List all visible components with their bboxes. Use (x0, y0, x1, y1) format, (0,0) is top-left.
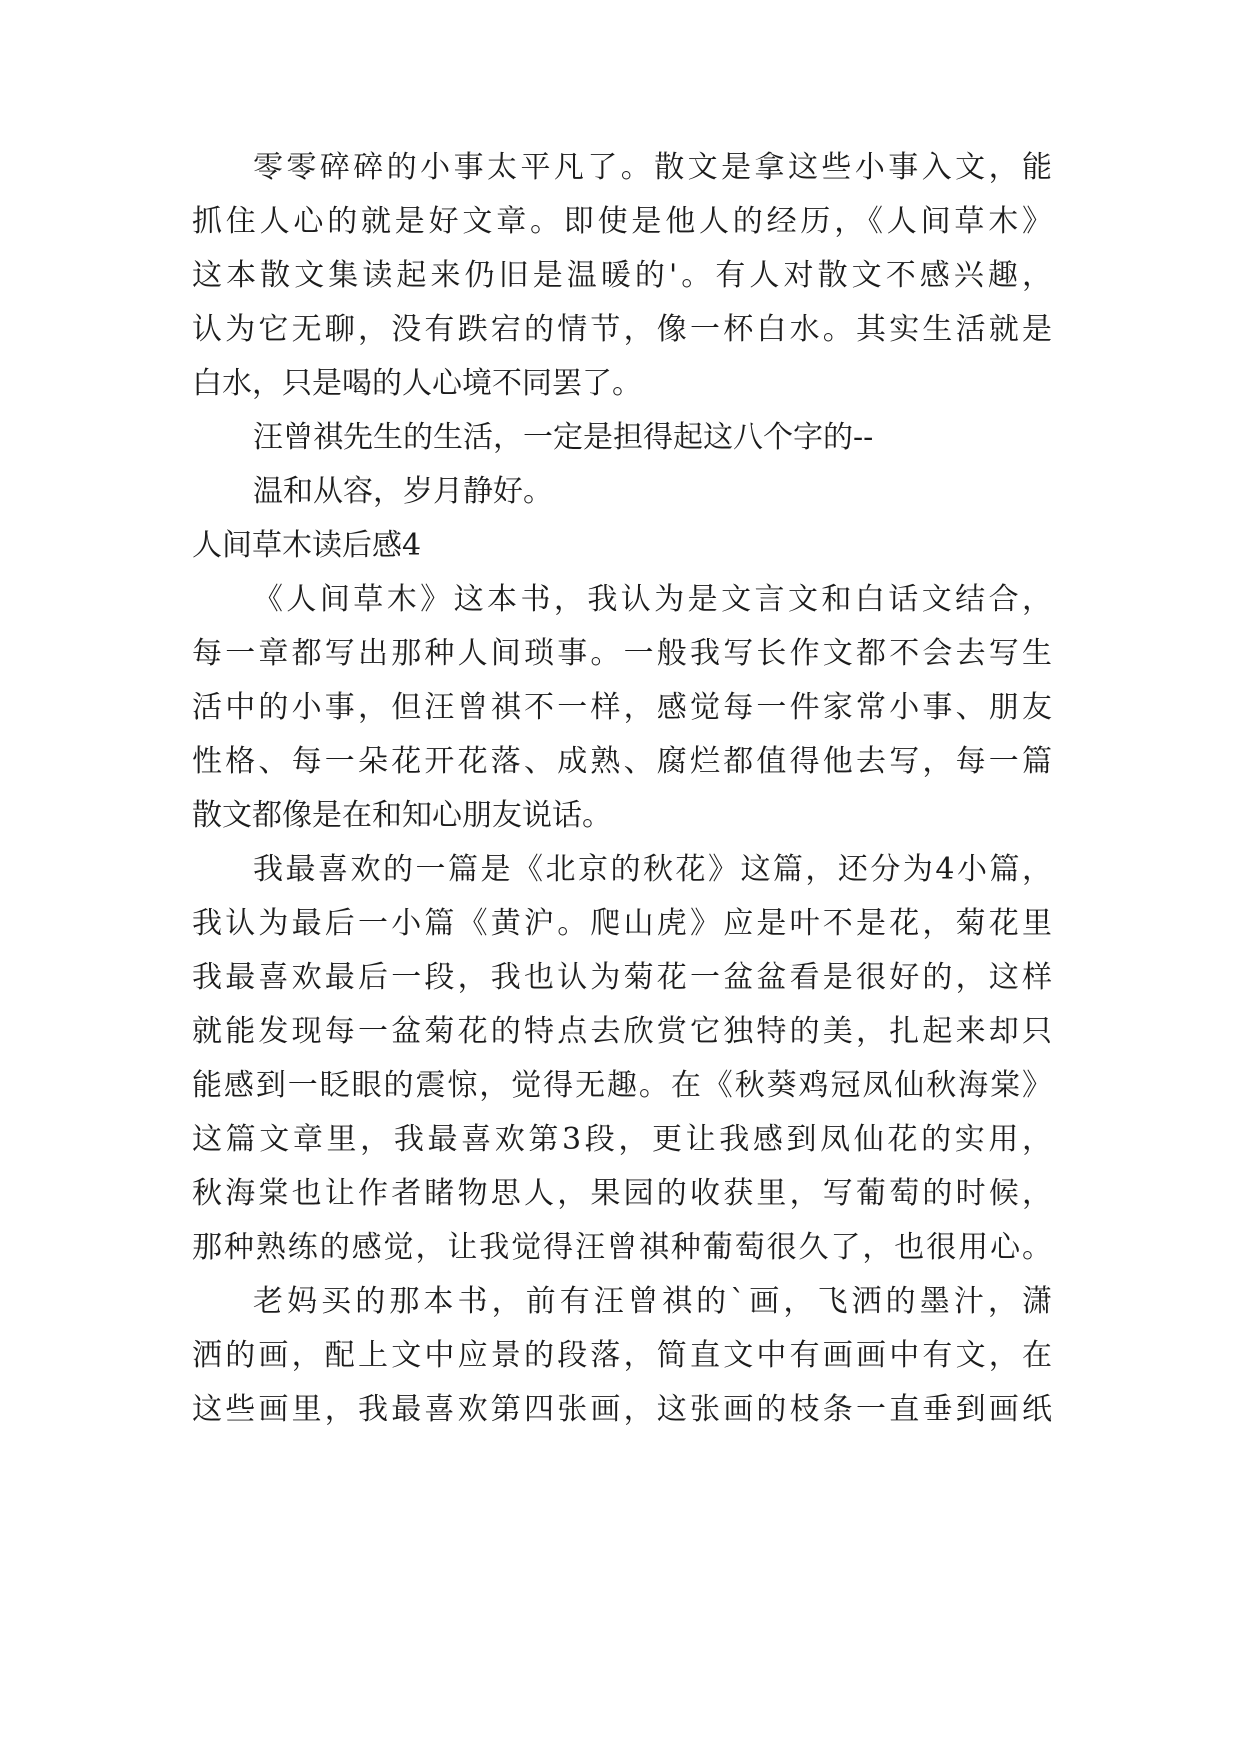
paragraph-4-line-3: 活中的小事，但汪曾祺不一样，感觉每一件家常小事、朋友 (192, 690, 1052, 725)
paragraph-5-line-7: 秋海棠也让作者睹物思人，果园的收获里，写葡萄的时候， (192, 1176, 1052, 1211)
paragraph-1-line-1: 零零碎碎的小事太平凡了。散文是拿这些小事入文，能 (253, 150, 1052, 185)
paragraph-1-line-2: 抓住人心的就是好文章。即使是他人的经历，《人间草木》 (192, 204, 1052, 239)
paragraph-3-line-1: 温和从容，岁月静好。 (253, 474, 553, 509)
paragraph-4-line-1: 《人间草木》这本书，我认为是文言文和白话文结合， (253, 582, 1052, 617)
paragraph-5-line-4: 就能发现每一盆菊花的特点去欣赏它独特的美，扎起来却只 (192, 1014, 1052, 1049)
paragraph-1-line-4: 认为它无聊，没有跌宕的情节，像一杯白水。其实生活就是 (192, 312, 1052, 347)
paragraph-5-line-6: 这篇文章里，我最喜欢第3段，更让我感到凤仙花的实用， (192, 1122, 1052, 1157)
paragraph-6-line-2: 洒的画，配上文中应景的段落，简直文中有画画中有文，在 (192, 1338, 1052, 1373)
paragraph-6-line-3: 这些画里，我最喜欢第四张画，这张画的枝条一直垂到画纸 (192, 1392, 1052, 1427)
paragraph-5-line-2: 我认为最后一小篇《黄沪。爬山虎》应是叶不是花，菊花里 (192, 906, 1052, 941)
paragraph-1-line-3: 这本散文集读起来仍旧是温暖的'。有人对散文不感兴趣， (192, 258, 1052, 293)
paragraph-5-line-3: 我最喜欢最后一段，我也认为菊花一盆盆看是很好的，这样 (192, 960, 1052, 995)
paragraph-1-line-5: 白水，只是喝的人心境不同罢了。 (192, 366, 642, 401)
paragraph-6-line-1: 老妈买的那本书，前有汪曾祺的`画，飞洒的墨汁，潇 (253, 1284, 1052, 1319)
paragraph-5-line-5: 能感到一眨眼的震惊，觉得无趣。在《秋葵鸡冠凤仙秋海棠》 (192, 1068, 1052, 1103)
section-heading: 人间草木读后感4 (192, 528, 422, 563)
paragraph-5-line-1: 我最喜欢的一篇是《北京的秋花》这篇，还分为4小篇， (253, 852, 1052, 887)
paragraph-2-line-1: 汪曾祺先生的生活，一定是担得起这八个字的-- (253, 420, 874, 455)
paragraph-5-line-8: 那种熟练的感觉，让我觉得汪曾祺种葡萄很久了，也很用心。 (192, 1230, 1052, 1265)
paragraph-4-line-4: 性格、每一朵花开花落、成熟、腐烂都值得他去写，每一篇 (192, 744, 1052, 779)
paragraph-4-line-2: 每一章都写出那种人间琐事。一般我写长作文都不会去写生 (192, 636, 1052, 671)
paragraph-4-line-5: 散文都像是在和知心朋友说话。 (192, 798, 612, 833)
